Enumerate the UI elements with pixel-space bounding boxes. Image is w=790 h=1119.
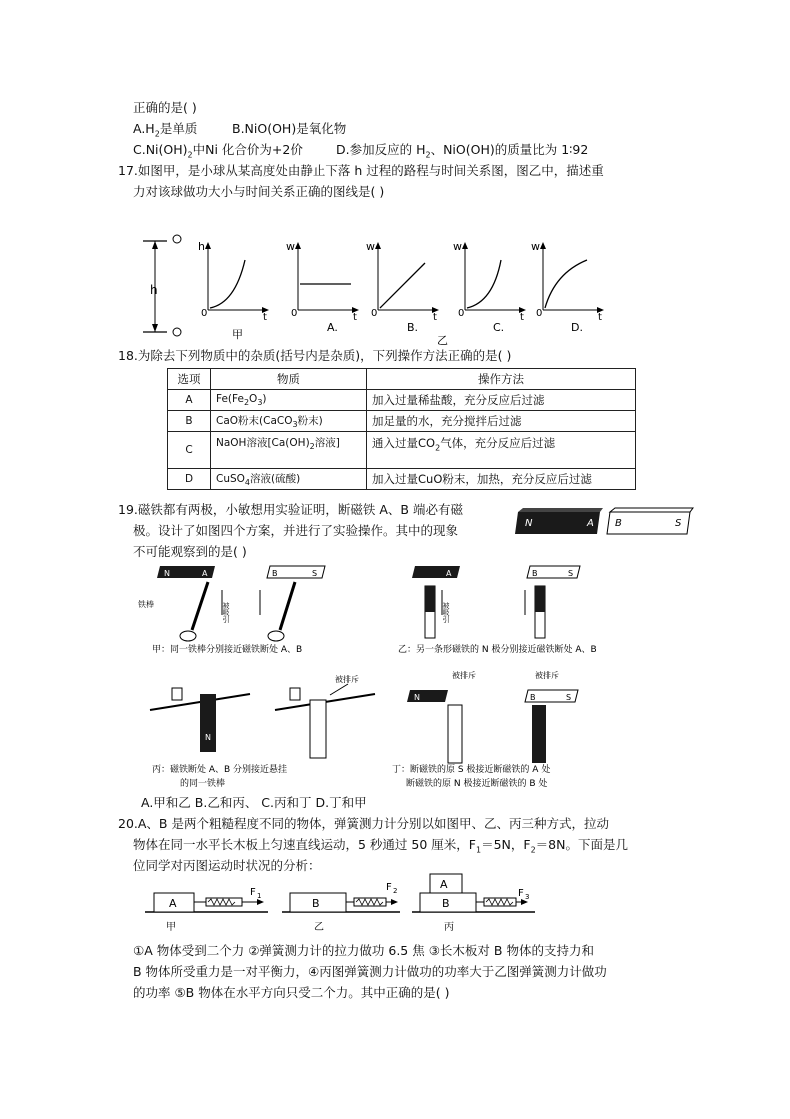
q20-stem-line2: 物体在同一水平长木板上匀速直线运动，5 秒通过 50 厘米，$F_1=5N$，$F_2=8N$。下面是几	[133, 837, 628, 855]
graph-d	[531, 240, 604, 334]
svg-text:1: 1	[257, 892, 262, 900]
scheme-bing	[150, 674, 375, 789]
setup-bing	[412, 874, 535, 933]
svg-text:B: B	[442, 897, 450, 910]
q18-stem: 18.为除去下列物质中的杂质(括号内是杂质)，下列操作方法正确的是( )	[118, 348, 512, 363]
svg-text:A: A	[587, 518, 594, 529]
svg-text:h: h	[198, 240, 205, 253]
svg-text:A: A	[202, 569, 208, 578]
svg-text:A: A	[440, 878, 448, 891]
svg-text:B: B	[272, 569, 278, 578]
svg-text:D.: D.	[571, 321, 583, 334]
scheme-yi	[398, 566, 597, 655]
svg-text:S: S	[312, 569, 318, 578]
svg-text:被排斥: 被排斥	[335, 675, 359, 684]
svg-text:0: 0	[201, 308, 208, 319]
svg-text:w: w	[286, 240, 295, 253]
scheme-yi-caption: 乙：另一条形磁铁的 N 极分别接近磁铁断处 A、B	[398, 645, 597, 655]
q20-statements-line3: 的功率 ⑤B 物体在水平方向只受二个力。其中正确的是( )	[133, 985, 450, 1000]
header-substance: 物质	[211, 369, 367, 390]
graph-a	[286, 240, 359, 334]
svg-text:C.: C.	[493, 321, 505, 334]
svg-text:乙: 乙	[437, 334, 448, 347]
svg-text:t: t	[353, 312, 357, 323]
svg-text:丙: 丙	[444, 922, 454, 933]
q18-table	[167, 368, 636, 490]
broken-magnet-figure	[515, 504, 695, 538]
svg-text:F: F	[386, 882, 392, 893]
scheme-ding-caption-2: 断磁铁的原 N 极接近断磁铁的 B 处	[406, 779, 548, 789]
svg-text:B: B	[532, 569, 538, 578]
q16-stem-tail: 正确的是( )	[133, 100, 197, 115]
q20-stem-line3: 位同学对丙图运动时状况的分析：	[133, 858, 321, 873]
q16-option-b: B.NiO(OH)是氧化物	[232, 121, 347, 136]
table-row: D CuSO$_4$溶液(硫酸) 加入过量CuO粉末，加热，充分反应后过滤	[168, 469, 636, 490]
scheme-ding	[392, 670, 578, 789]
q19-stem-line3: 不可能观察到的是( )	[133, 544, 247, 559]
svg-text:铁棒: 铁棒	[138, 600, 154, 609]
table-row: B CaO粉末(CaCO$_3$粉末) 加足量的水，充分搅拌后过滤	[168, 411, 636, 432]
ball-top	[173, 235, 181, 243]
table-row: C NaOH溶液[$Ca(OH)_2$溶液] 通入过量$CO_2$气体，充分反应后过滤	[168, 432, 636, 469]
q19-stem-line2: 极。设计了如图四个方案，并进行了实验操作。其中的现象	[133, 523, 459, 538]
svg-text:A.: A.	[327, 321, 338, 334]
svg-text:B: B	[530, 693, 536, 702]
fall-diagram	[143, 235, 181, 336]
svg-text:w: w	[531, 240, 540, 253]
svg-text:3: 3	[525, 893, 530, 901]
header-method: 操作方法	[367, 369, 636, 390]
svg-text:S: S	[568, 569, 574, 578]
svg-text:w: w	[366, 240, 375, 253]
svg-text:A: A	[169, 897, 177, 910]
table-row: A $Fe(Fe_2O_3)$ 加入过量稀盐酸，充分反应后过滤	[168, 390, 636, 411]
scheme-bing-caption-2: 的同一铁棒	[180, 779, 226, 789]
scheme-ding-caption-1: 丁：断磁铁的原 S 极接近断磁铁的 A 处	[392, 765, 551, 775]
q16-option-a: $A.H_2$是单质	[133, 121, 198, 139]
graph-b	[366, 240, 448, 347]
q19-options: A.甲和乙 B.乙和丙、 C.丙和丁 D.丁和甲	[141, 795, 367, 810]
svg-text:t: t	[520, 312, 524, 323]
svg-text:0: 0	[458, 308, 465, 319]
ball-bottom	[173, 328, 181, 336]
graph-jia	[198, 240, 269, 341]
svg-text:S: S	[675, 518, 682, 529]
svg-text:被吸引: 被吸引	[442, 602, 450, 623]
svg-text:F: F	[518, 888, 524, 899]
scheme-jia	[138, 566, 325, 655]
svg-text:2: 2	[393, 887, 398, 895]
svg-text:0: 0	[371, 308, 378, 319]
svg-text:被吸引: 被吸引	[222, 602, 230, 623]
q20-statements-line1: ①A 物体受到二个力 ②弹簧测力计的拉力做功 6.5 焦 ③长木板对 B 物体的支持力和	[133, 943, 594, 958]
q20-stem-line1: 20.A、B 是两个粗糙程度不同的物体，弹簧测力计分别以如图甲、乙、丙三种方式，拉动	[118, 816, 609, 831]
q16-option-d: D.参加反应的 $H_2$、NiO(OH)的质量比为 1∶92	[336, 142, 589, 160]
q19-stem-line1: 19.磁铁都有两极，小敏想用实验证明，断磁铁 A、B 端必有磁	[118, 502, 463, 517]
setup-yi	[282, 882, 400, 933]
q19-schemes-figure	[130, 560, 670, 792]
svg-text:乙: 乙	[314, 922, 324, 933]
table-header-row	[168, 369, 636, 390]
svg-text:t: t	[433, 312, 437, 323]
q20-statements-line2: B 物体所受重力是一对平衡力，④丙图弹簧测力计做功的功率大于乙图弹簧测力计做功	[133, 964, 607, 979]
graph-c	[453, 240, 526, 334]
svg-text:N: N	[205, 733, 211, 742]
svg-text:t: t	[598, 312, 602, 323]
svg-text:w: w	[453, 240, 462, 253]
svg-text:B.: B.	[407, 321, 419, 334]
svg-text:t: t	[263, 312, 267, 323]
svg-text:N: N	[164, 569, 170, 578]
svg-text:B: B	[615, 518, 622, 529]
svg-text:甲: 甲	[166, 922, 176, 933]
q16-option-c: $C.Ni(OH)_2$中Ni 化合价为+2价	[133, 142, 303, 160]
svg-text:0: 0	[291, 308, 298, 319]
fall-h-label: h	[150, 283, 158, 297]
svg-text:S: S	[566, 693, 572, 702]
svg-text:B: B	[312, 897, 320, 910]
q17-figure	[135, 228, 615, 350]
svg-text:被排斥: 被排斥	[452, 671, 476, 680]
q17-stem-line2: 力对该球做功大小与时间关系正确的图线是( )	[133, 184, 385, 199]
q20-figure	[140, 868, 540, 938]
scheme-jia-caption: 甲：同一铁棒分别接近磁铁断处 A、B	[152, 645, 303, 655]
svg-text:被排斥: 被排斥	[535, 671, 559, 680]
svg-text:N: N	[414, 693, 420, 702]
header-option: 选项	[168, 369, 211, 390]
svg-text:F: F	[250, 887, 256, 898]
q17-stem-line1: 17.如图甲，是小球从某高度处由静止下落 h 过程的路程与时间关系图，图乙中，描述重	[118, 163, 604, 178]
svg-text:0: 0	[536, 308, 543, 319]
setup-jia	[145, 887, 268, 933]
svg-text:甲: 甲	[232, 328, 243, 341]
svg-text:N: N	[525, 518, 533, 529]
scheme-bing-caption-1: 丙：磁铁断处 A、B 分别接近悬挂	[152, 765, 288, 775]
svg-text:A: A	[446, 569, 452, 578]
